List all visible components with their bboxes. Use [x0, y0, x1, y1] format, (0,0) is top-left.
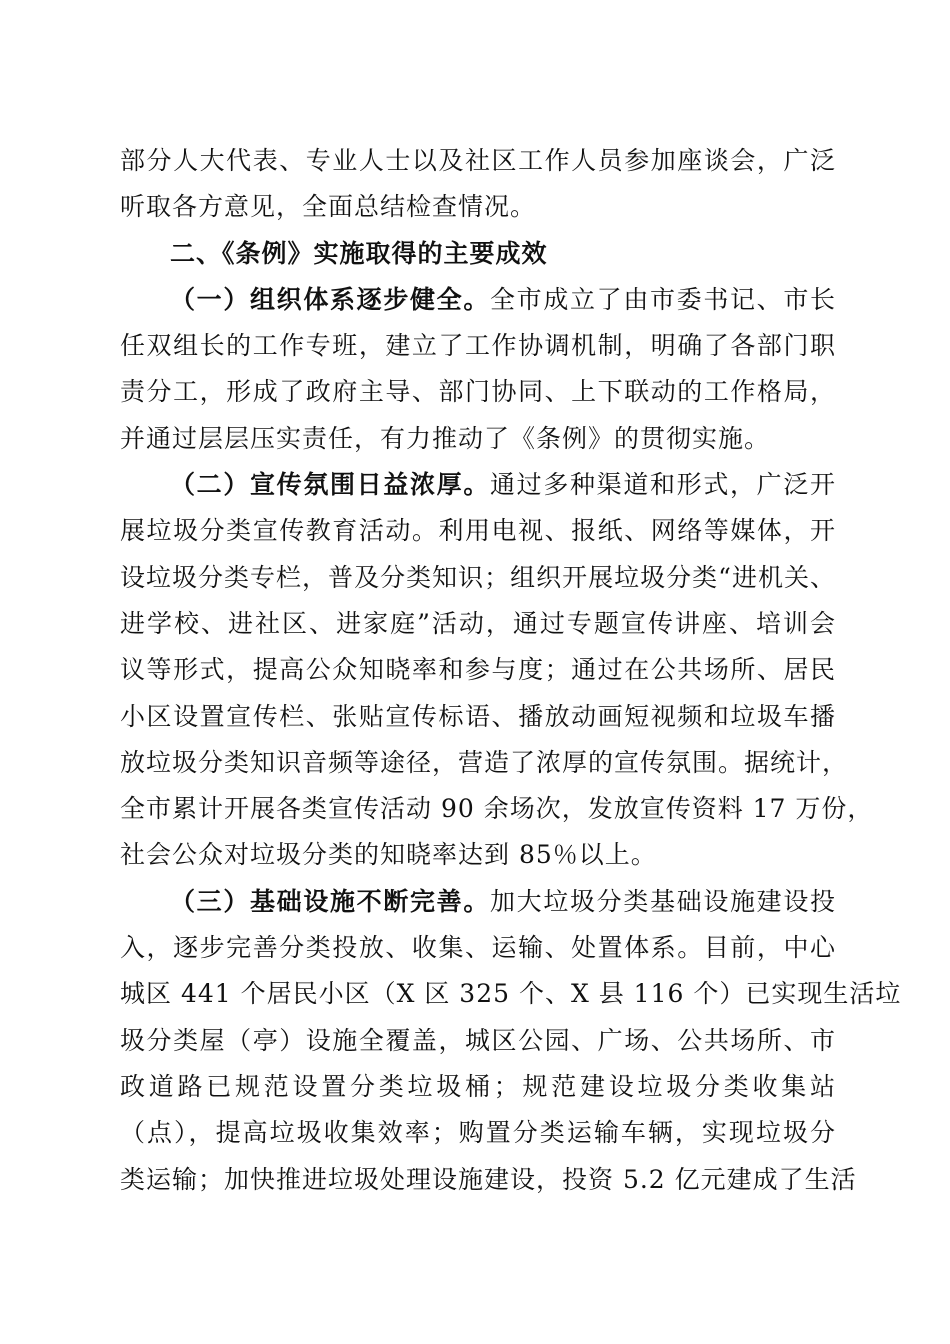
text-line: 全市累计开展各类宣传活动 90 余场次，发放宣传资料 17 万份，	[120, 794, 874, 824]
subsection-title: （二）宣传氛围日益浓厚。	[170, 470, 490, 500]
text-line: 圾分类屋（亭）设施全覆盖，城区公园、广场、公共场所、市	[120, 1025, 836, 1055]
text-line: （点），提高垃圾收集效率；购置分类运输车辆，实现垃圾分	[120, 1118, 836, 1148]
text-line: 社会公众对垃圾分类的知晓率达到 85％以上。	[120, 840, 657, 870]
subsection-title: （三）基础设施不断完善。	[170, 886, 490, 916]
text-line: 任双组长的工作专班，建立了工作协调机制，明确了各部门职	[120, 331, 836, 361]
text-line: 放垃圾分类知识音频等途径，营造了浓厚的宣传氛围。据统计，	[120, 747, 849, 777]
paragraph-first-line	[120, 277, 836, 323]
text-line: 入，逐步完善分类投放、收集、运输、处置体系。目前，中心	[120, 933, 836, 963]
document-body	[120, 138, 902, 1203]
text-line: 议等形式，提高公众知晓率和参与度；通过在公共场所、居民	[120, 655, 836, 685]
paragraph-first-line	[120, 879, 836, 925]
text-line: 设垃圾分类专栏，普及分类知识；组织开展垃圾分类“进机关、	[120, 562, 836, 592]
text-line: 政道路已规范设置分类垃圾桶；规范建设垃圾分类收集站	[120, 1071, 836, 1101]
text-run: 全市成立了由市委书记、市长	[490, 284, 836, 314]
text-line: 展垃圾分类宣传教育活动。利用电视、报纸、网络等媒体，开	[120, 516, 836, 546]
text-line: 听取各方意见，全面总结检查情况。	[120, 192, 537, 222]
text-line: 小区设置宣传栏、张贴宣传标语、播放动画短视频和垃圾车播	[120, 701, 836, 731]
section-heading: 二、《条例》实施取得的主要成效	[170, 238, 548, 268]
text-line: 责分工，形成了政府主导、部门协同、上下联动的工作格局，	[120, 377, 836, 407]
text-run: 加大垃圾分类基础设施建设投	[490, 886, 836, 916]
paragraph-first-line	[120, 462, 836, 508]
text-line: 并通过层层压实责任，有力推动了《条例》的贯彻实施。	[120, 423, 771, 453]
text-line: 城区 441 个居民小区（X 区 325 个、X 县 116 个）已实现生活垃	[120, 979, 902, 1009]
text-line: 进学校、进社区、进家庭”活动，通过专题宣传讲座、培训会	[120, 608, 836, 638]
text-run: 通过多种渠道和形式，广泛开	[490, 470, 836, 500]
text-line: 类运输；加快推进垃圾处理设施建设，投资 5.2 亿元建成了生活	[120, 1164, 857, 1194]
text-line: 部分人大代表、专业人士以及社区工作人员参加座谈会，广泛	[120, 146, 836, 175]
subsection-title: （一）组织体系逐步健全。	[170, 284, 490, 314]
